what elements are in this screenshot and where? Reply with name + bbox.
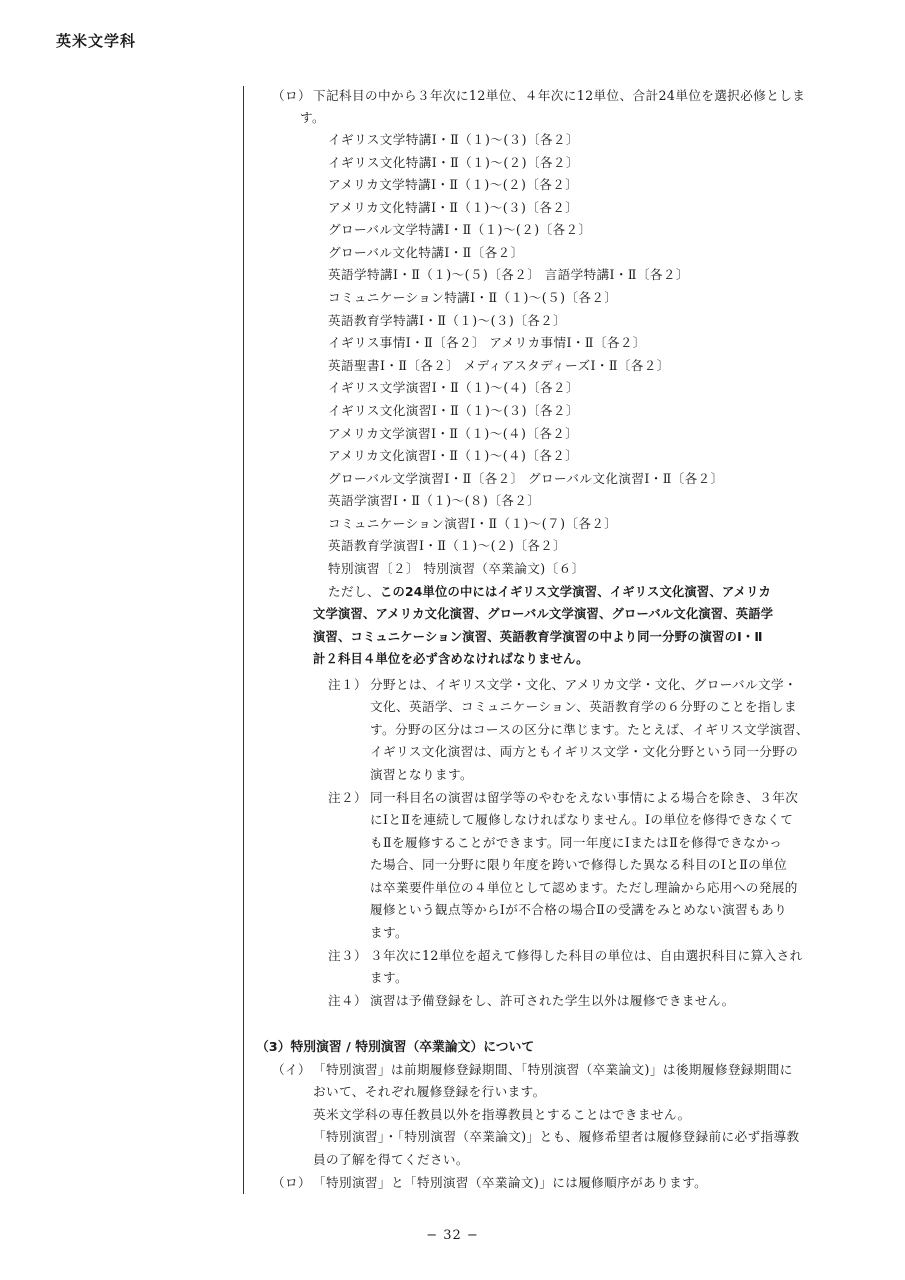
course-item: 英語教育学特講Ⅰ・Ⅱ（１)〜(３)〔各２〕 — [328, 313, 567, 328]
course-item: 特別演習〔２〕 特別演習（卒業論文)〔６〕 — [328, 561, 585, 576]
course-item: 英語学演習Ⅰ・Ⅱ（１)〜(８)〔各２〕 — [328, 493, 541, 508]
course-item: 英語聖書Ⅰ・Ⅱ〔各２〕 メディアスタディーズⅠ・Ⅱ〔各２〕 — [328, 358, 670, 373]
item-marker: （ロ） — [272, 1175, 311, 1190]
note-line: た場合、同一分野に限り年度を跨いで修得した異なる科目のⅠとⅡの単位 — [370, 857, 788, 872]
course-item: 英語学特講Ⅰ・Ⅱ（１)〜(５)〔各２〕 言語学特講Ⅰ・Ⅱ〔各２〕 — [328, 267, 689, 282]
note-line: ３年次に12単位を超えて修得した科目の単位は、自由選択科目に算入され — [370, 948, 803, 963]
note-line: 文化、英語学、コミュニケーション、英語教育学の６分野のことを指しま — [370, 699, 798, 714]
section-line: 「特別演習」・「特別演習（卒業論文)」とも、履修希望者は履修登録前に必ず指導教 — [313, 1129, 800, 1144]
note-label: 注４） — [328, 993, 367, 1008]
course-item: コミュニケーション演習Ⅰ・Ⅱ（１)〜(７)〔各２〕 — [328, 516, 618, 531]
note-line: 履修という観点等からⅠが不合格の場合Ⅱの受講をみとめない演習もあり — [370, 902, 788, 917]
item-marker: （ロ） — [272, 88, 311, 103]
proviso-bold: 文学演習、アメリカ文化演習、グローバル文学演習、グローバル文化演習、英語学 — [313, 607, 774, 621]
course-item: アメリカ文学特講Ⅰ・Ⅱ（１)〜(２)〔各２〕 — [328, 177, 579, 192]
proviso-bold: この24単位の中にはイギリス文学演習、イギリス文化演習、アメリカ — [379, 585, 772, 599]
proviso-lead: ただし、 — [328, 584, 380, 599]
intro-line: 下記科目の中から３年次に12単位、４年次に12単位、合計24単位を選択必修としま — [313, 88, 806, 103]
note-line: 演習となります。 — [370, 767, 473, 782]
course-item: イギリス文化特講Ⅰ・Ⅱ（１)〜(２)〔各２〕 — [328, 155, 579, 170]
note-line: は卒業要件単位の４単位として認めます。ただし理論から応用への発展的 — [370, 880, 798, 895]
course-item: イギリス文学演習Ⅰ・Ⅱ（１)〜(４)〔各２〕 — [328, 380, 579, 395]
note-line: もⅡを履修することができます。同一年度にⅠまたはⅡを修得できなかっ — [370, 835, 783, 850]
course-item: アメリカ文化演習Ⅰ・Ⅱ（１)〜(４)〔各２〕 — [328, 448, 579, 463]
section-line: 「特別演習」は前期履修登録期間、「特別演習（卒業論文)」は後期履修登録期間に — [313, 1062, 793, 1077]
note-line: 同一科目名の演習は留学等のやむをえない事情による場合を除き、３年次 — [370, 790, 799, 805]
course-item: イギリス文化演習Ⅰ・Ⅱ（１)〜(３)〔各２〕 — [328, 403, 579, 418]
page-number: − 32 − — [426, 1228, 479, 1243]
margin-rule — [243, 86, 244, 1194]
section-line: 員の了解を得てください。 — [313, 1152, 469, 1167]
course-item: 英語教育学演習Ⅰ・Ⅱ（１)〜(２)〔各２〕 — [328, 538, 567, 553]
section-heading: （3）特別演習 / 特別演習（卒業論文）について — [256, 1040, 535, 1055]
intro-line: す。 — [300, 110, 325, 125]
note-line: ます。 — [370, 925, 408, 940]
note-line: す。分野の区分はコースの区分に準じます。たとえば、イギリス文学演習、 — [370, 722, 809, 737]
course-item: イギリス文学特講Ⅰ・Ⅱ（１)〜(３)〔各２〕 — [328, 132, 579, 147]
note-label: 注２） — [328, 790, 367, 805]
proviso-first-line — [328, 581, 771, 603]
section-line: 「特別演習」と「特別演習（卒業論文)」には履修順序があります。 — [313, 1175, 708, 1190]
note-line: イギリス文化演習は、両方ともイギリス文学・文化分野という同一分野の — [370, 744, 799, 759]
note-label: 注３） — [328, 948, 367, 963]
note-line: 演習は予備登録をし、許可された学生以外は履修できません。 — [370, 993, 735, 1008]
department-header: 英米文学科 — [56, 32, 137, 50]
note-line: 分野とは、イギリス文学・文化、アメリカ文学・文化、グローバル文学・ — [370, 677, 798, 692]
course-item: コミュニケーション特講Ⅰ・Ⅱ（１)〜(５)〔各２〕 — [328, 290, 618, 305]
item-marker: （イ） — [272, 1062, 311, 1077]
course-item: グローバル文化特講Ⅰ・Ⅱ〔各２〕 — [328, 245, 524, 260]
note-line: にⅠとⅡを連続して履修しなければなりません。Ⅰの単位を修得できなくて — [370, 812, 794, 827]
section-line: おいて、それぞれ履修登録を行います。 — [313, 1084, 546, 1099]
section-line: 英米文学科の専任教員以外を指導教員とすることはできません。 — [313, 1107, 691, 1122]
course-item: アメリカ文学演習Ⅰ・Ⅱ（１)〜(４)〔各２〕 — [328, 426, 579, 441]
course-item: イギリス事情Ⅰ・Ⅱ〔各２〕 アメリカ事情Ⅰ・Ⅱ〔各２〕 — [328, 335, 646, 350]
note-line: ます。 — [370, 970, 408, 985]
proviso-bold: 計２科目４単位を必ず含めなければなりません。 — [313, 652, 589, 666]
proviso-bold: 演習、コミュニケーション演習、英語教育学演習の中より同一分野の演習のⅠ・Ⅱ — [313, 630, 763, 644]
course-item: アメリカ文化特講Ⅰ・Ⅱ（１)〜(３)〔各２〕 — [328, 200, 579, 215]
course-item: グローバル文学特講Ⅰ・Ⅱ（１)〜(２)〔各２〕 — [328, 222, 592, 237]
course-item: グローバル文学演習Ⅰ・Ⅱ〔各２〕 グローバル文化演習Ⅰ・Ⅱ〔各２〕 — [328, 471, 724, 486]
note-label: 注１） — [328, 677, 367, 692]
